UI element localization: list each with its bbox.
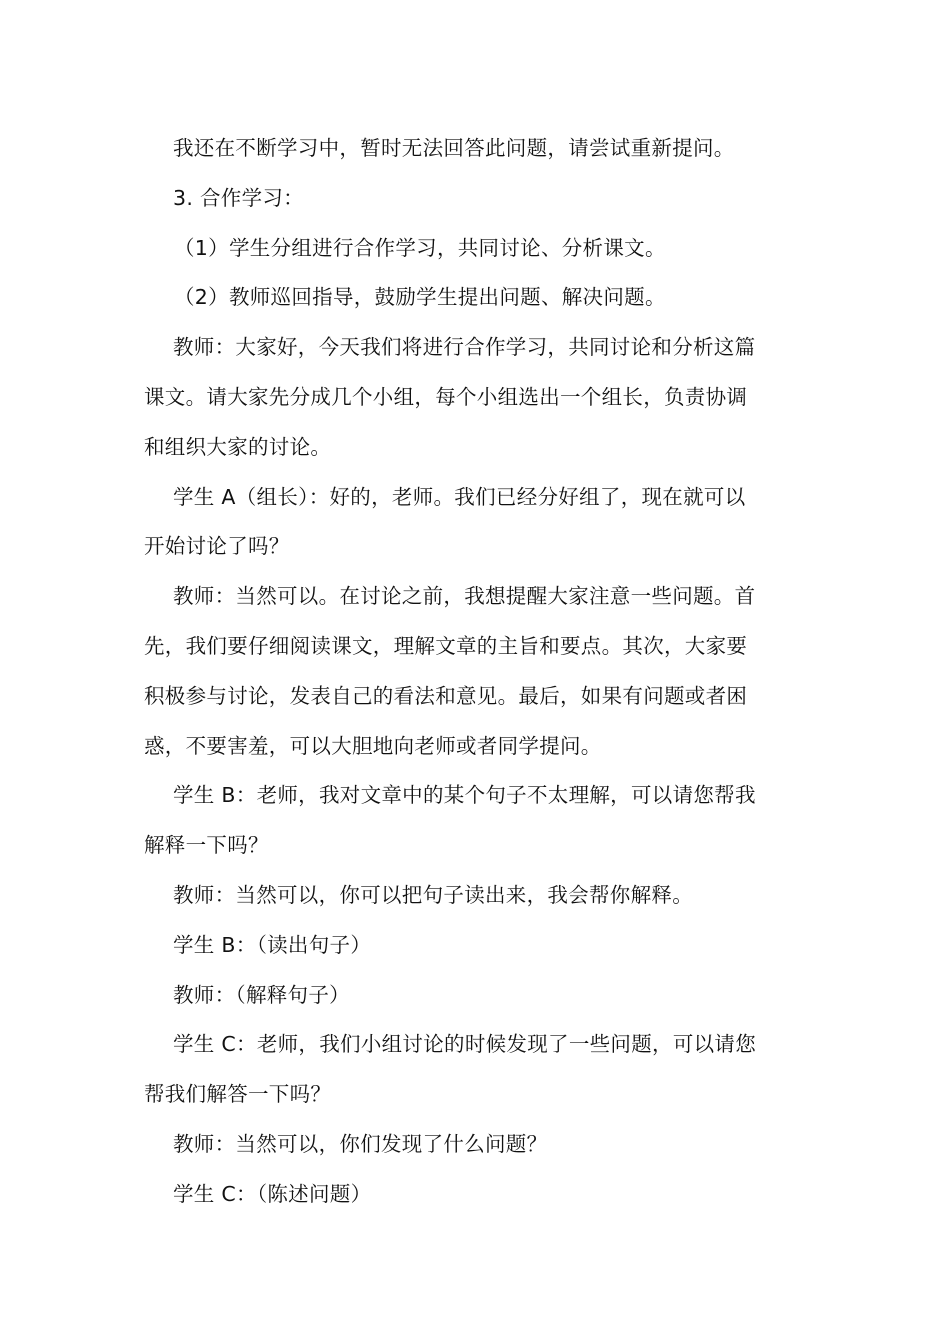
dialogue-paragraph (144, 971, 808, 1021)
dialogue-paragraph (144, 1170, 808, 1220)
text-line: 学生 C：老师，我们小组讨论的时候发现了一些问题，可以请您 (173, 1032, 757, 1057)
dialogue-paragraph (144, 323, 808, 472)
document-body (144, 124, 808, 1220)
dialogue-paragraph (144, 871, 808, 921)
paragraph (144, 124, 808, 174)
text-line: （1）学生分组进行合作学习，共同讨论、分析课文。 (174, 235, 666, 260)
text-line: 学生 B：（读出句子） (173, 932, 372, 957)
text-line: 帮我们解答一下吗？ (144, 1082, 332, 1107)
section-heading (144, 174, 808, 224)
text-line: 先，我们要仔细阅读课文，理解文章的主旨和要点。其次，大家要 (144, 633, 748, 658)
text-line: 课文。请大家先分成几个小组，每个小组选出一个组长，负责协调 (144, 384, 748, 409)
text-line: 积极参与讨论，发表自己的看法和意见。最后，如果有问题或者困 (144, 683, 748, 708)
dialogue-paragraph (144, 473, 808, 573)
dialogue-paragraph (144, 572, 808, 771)
text-line: 3. 合作学习： (173, 185, 304, 210)
text-line: 学生 B：老师，我对文章中的某个句子不太理解，可以请您帮我 (173, 783, 756, 808)
list-item (144, 273, 808, 323)
list-item (144, 224, 808, 274)
text-line: 惑，不要害羞，可以大胆地向老师或者同学提问。 (144, 733, 602, 758)
text-line: 开始讨论了吗？ (144, 534, 290, 559)
dialogue-paragraph (144, 1020, 808, 1120)
text-line: 我还在不断学习中，暂时无法回答此问题，请尝试重新提问。 (173, 136, 735, 160)
text-line: 教师：当然可以，你可以把句子读出来，我会帮你解释。 (173, 882, 693, 907)
text-line: 学生 A（组长）：好的，老师。我们已经分好组了，现在就可以 (173, 484, 746, 509)
dialogue-paragraph (144, 921, 808, 971)
text-line: 教师：（解释句子） (173, 982, 350, 1007)
text-line: （2）教师巡回指导，鼓励学生提出问题、解决问题。 (174, 285, 666, 310)
text-line: 学生 C：（陈述问题） (173, 1181, 372, 1206)
text-line: 教师：当然可以。在讨论之前，我想提醒大家注意一些问题。首 (173, 584, 756, 609)
dialogue-paragraph (144, 1120, 808, 1170)
text-line: 教师：当然可以，你们发现了什么问题？ (173, 1131, 548, 1156)
text-line: 和组织大家的讨论。 (144, 434, 332, 459)
text-line: 解释一下吗？ (144, 833, 269, 858)
dialogue-paragraph (144, 771, 808, 871)
text-line: 教师：大家好，今天我们将进行合作学习，共同讨论和分析这篇 (173, 335, 756, 360)
